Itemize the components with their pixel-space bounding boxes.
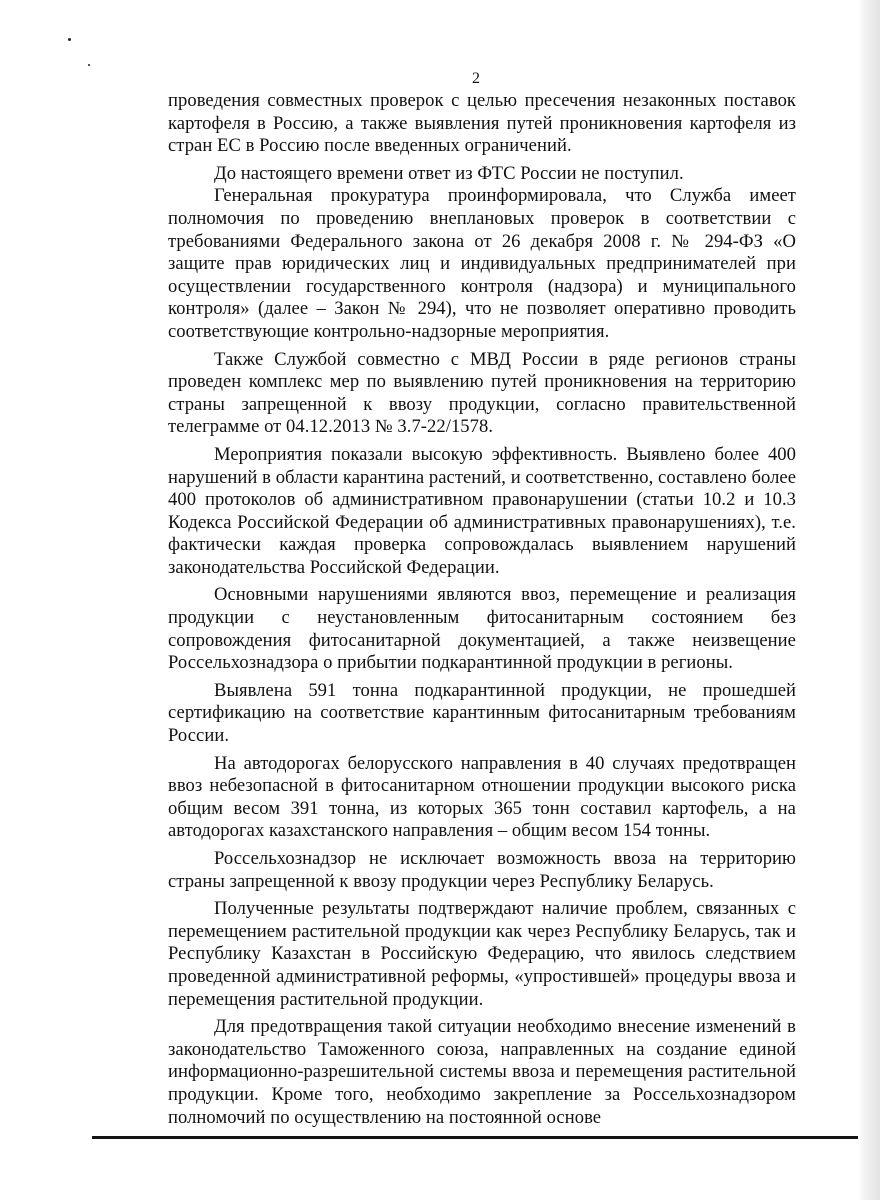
paragraph: Полученные результаты подтверждают наличие проблем, связанных с перемещением растительной продукции как через Республику Беларусь, так и Республику Казахстан в Российскую Федерацию, что явилось следствием проведенной административной реформы, «упростившей» процедуры ввоза и перемещения растительной продукции. bbox=[168, 898, 796, 1010]
paragraph: Выявлена 591 тонна подкарантинной продукции, не прошедшей сертификацию на соответствие карантинным фитосанитарным требованиям России. bbox=[168, 679, 796, 747]
paragraph: На автодорогах белорусского направления в 40 случаях предотвращен ввоз небезопасной в фитосанитарном отношении продукции высокого риска общим весом 391 тонна, из которых 365 тонн составил картофель, а на автодорогах казахстанского направления – общим весом 154 тонны. bbox=[168, 752, 796, 842]
paragraph: До настоящего времени ответ из ФТС России не поступил. bbox=[214, 162, 684, 184]
paragraph: Генеральная прокуратура проинформировала, что Служба имеет полномочия по проведению внеплановых проверок в соответствии с требованиями Федерального закона от 26 декабря 2008 г. № 294-ФЗ «О защите прав юридических лиц и индивидуальных предпринимателей при осуществлении государственного контроля (надзора) и муниципального контроля» (далее – Закон № 294), что не позволяет оперативно проводить соответствующие контрольно-надзорные мероприятия. bbox=[168, 185, 796, 342]
scan-edge-shadow bbox=[858, 0, 880, 1200]
footer-rule bbox=[92, 1136, 858, 1139]
paragraph: Мероприятия показали высокую эффективность. Выявлено более 400 нарушений в области карантина растений, и соответственно, составлено более 400 протоколов об административном правонарушении (статьи 10.2 и 10.3 Кодекса Российской Федерации об административных правонарушениях), т.е. фактически каждая проверка сопровождалась выявлением нарушений законодательства Российской Федерации. bbox=[168, 443, 796, 578]
page-number: 2 bbox=[472, 70, 480, 87]
scan-speck bbox=[88, 64, 90, 66]
scan-speck bbox=[68, 38, 71, 41]
paragraph: Основными нарушениями являются ввоз, перемещение и реализация продукции с неустановленным фитосанитарным состоянием без сопровождения фитосанитарной документацией, а также неизвещение Россельхознадзора о прибытии подкарантинной продукции в регионы. bbox=[168, 584, 796, 674]
document-body bbox=[168, 90, 796, 1129]
paragraph: Россельхознадзор не исключает возможность ввоза на территорию страны запрещенной к ввозу продукции через Республику Беларусь. bbox=[168, 848, 796, 892]
paragraph: Для предотвращения такой ситуации необходимо внесение изменений в законодательство Таможенного союза, направленных на создание единой информационно-разрешительной системы ввоза и перемещения растительной продукции. Кроме того, необходимо закрепление за Россельхознадзором полномочий по осуществлению на постоянной основе bbox=[168, 1016, 796, 1128]
paragraph: проведения совместных проверок с целью пресечения незаконных поставок картофеля в Россию, а также выявления путей проникновения картофеля из стран ЕС в Россию после введенных ограничений. bbox=[168, 90, 796, 157]
paragraph: Также Службой совместно с МВД России в ряде регионов страны проведен комплекс мер по выявлению путей проникновения на территорию страны запрещенной к ввозу продукции, согласно правительственной телеграмме от 04.12.2013 № 3.7-22/1578. bbox=[168, 348, 796, 438]
